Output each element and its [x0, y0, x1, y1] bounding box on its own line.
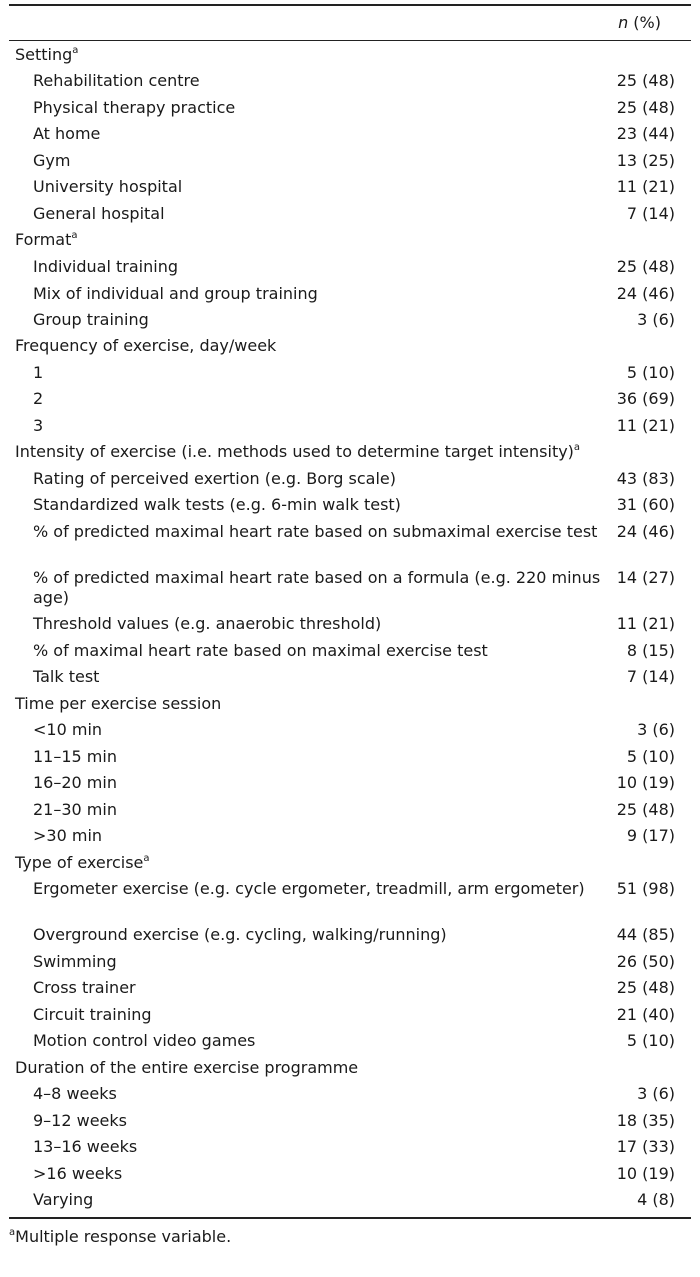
row-label [9, 879, 609, 899]
row-value: 25 (48) [616, 71, 675, 90]
row-label [9, 1031, 609, 1051]
label-text: 11–15 min [33, 747, 117, 766]
label-text: Varying [33, 1190, 94, 1209]
row-value: 14 (27) [616, 568, 675, 587]
row-value: 10 (19) [616, 1164, 675, 1183]
table-row [9, 204, 691, 230]
table-row [9, 257, 691, 284]
label-text: 16–20 min [33, 773, 117, 792]
table-row [9, 98, 691, 124]
label-text: 1 [33, 363, 44, 382]
row-label [9, 124, 609, 144]
row-value: 10 (19) [616, 773, 675, 792]
row-label [9, 416, 609, 436]
row-label [9, 720, 609, 740]
table-row [9, 310, 691, 336]
category-label [9, 694, 609, 714]
label-text: Motion control video games [33, 1031, 256, 1050]
category-row [9, 694, 691, 720]
table-row [9, 568, 691, 614]
row-value: 11 (21) [616, 177, 675, 196]
row-label [9, 257, 609, 277]
table-row [9, 1137, 691, 1164]
row-label [9, 978, 609, 998]
table-row [9, 1111, 691, 1137]
row-label [9, 614, 609, 634]
row-label [9, 925, 609, 945]
row-value: 18 (35) [616, 1111, 675, 1130]
table-row [9, 522, 691, 568]
label-text: % of predicted maximal heart rate based on submaximal exercise test [33, 522, 598, 541]
row-value: 26 (50) [616, 952, 675, 971]
row-label [9, 363, 609, 383]
row-value: 17 (33) [616, 1137, 675, 1156]
category-label [9, 230, 609, 250]
category-label [9, 442, 609, 462]
row-value: 25 (48) [616, 978, 675, 997]
row-label [9, 952, 609, 972]
label-text: Standardized walk tests (e.g. 6-min walk test) [33, 495, 401, 514]
label-text: 13–16 weeks [33, 1137, 138, 1156]
label-text: 21–30 min [33, 800, 117, 819]
row-label [9, 310, 609, 330]
label-text: Group training [33, 310, 149, 329]
row-value: 44 (85) [616, 925, 675, 944]
footnote-text: Multiple response variable. [15, 1227, 232, 1246]
row-label [9, 151, 609, 171]
table-footnote [9, 1227, 700, 1247]
label-text: Gym [33, 151, 71, 170]
row-value: 13 (25) [616, 151, 675, 170]
label-text: Threshold values (e.g. anaerobic threshold) [33, 614, 382, 633]
row-label [9, 495, 609, 515]
row-label [9, 469, 609, 489]
label-text: % of predicted maximal heart rate based on a formula (e.g. 220 minus age) [33, 568, 601, 607]
table-row [9, 667, 691, 694]
row-label [9, 773, 609, 793]
row-value: 24 (46) [616, 522, 675, 541]
row-label [9, 1164, 609, 1184]
label-text: Frequency of exercise, day/week [15, 336, 277, 355]
label-text: Cross trainer [33, 978, 136, 997]
table-row [9, 925, 691, 952]
label-text: Individual training [33, 257, 178, 276]
row-value: 3 (6) [637, 720, 675, 739]
row-label [9, 641, 609, 661]
row-value: 3 (6) [637, 310, 675, 329]
row-label [9, 800, 609, 820]
row-label [9, 204, 609, 224]
row-label [9, 1084, 609, 1104]
row-value: 23 (44) [616, 124, 675, 143]
row-label [9, 522, 609, 542]
column-header-n-percent [618, 13, 661, 32]
label-text: 3 [33, 416, 44, 435]
label-text: Rating of perceived exertion (e.g. Borg scale) [33, 469, 397, 488]
row-value: 36 (69) [616, 389, 675, 408]
row-value: 24 (46) [616, 284, 675, 303]
table-row [9, 124, 691, 151]
label-text: Format [15, 230, 72, 249]
row-value: 51 (98) [616, 879, 675, 898]
table-bottom-rule [9, 1217, 691, 1219]
label-text: >16 weeks [33, 1164, 123, 1183]
table-row [9, 1031, 691, 1058]
percent-suffix: (%) [628, 13, 661, 32]
table-row [9, 495, 691, 522]
table-body [9, 41, 691, 1217]
label-text: Overground exercise (e.g. cycling, walking/running) [33, 925, 447, 944]
row-label [9, 1137, 609, 1157]
label-text: >30 min [33, 826, 103, 845]
category-row [9, 1058, 691, 1084]
footnote-marker: a [143, 853, 150, 864]
label-text: Talk test [33, 667, 100, 686]
footnote-marker: a [72, 45, 79, 56]
row-value: 8 (15) [626, 641, 675, 660]
category-label [9, 1058, 609, 1078]
table-row [9, 151, 691, 177]
row-label [9, 71, 609, 91]
row-label [9, 667, 609, 687]
table-row [9, 773, 691, 800]
row-value: 5 (10) [626, 747, 675, 766]
table-header [9, 6, 691, 40]
row-value: 3 (6) [637, 1084, 675, 1103]
row-value: 5 (10) [626, 363, 675, 382]
table-row [9, 747, 691, 773]
category-row [9, 336, 691, 363]
table-row [9, 879, 691, 925]
label-text: Ergometer exercise (e.g. cycle ergometer, treadmill, arm ergometer) [33, 879, 585, 898]
row-label [9, 389, 609, 409]
label-text: Time per exercise session [15, 694, 222, 713]
n-symbol: n [618, 13, 629, 32]
category-row [9, 853, 691, 879]
label-text: University hospital [33, 177, 183, 196]
row-value: 7 (14) [626, 204, 675, 223]
row-value: 25 (48) [616, 800, 675, 819]
label-text: Duration of the entire exercise programme [15, 1058, 359, 1077]
table-row [9, 720, 691, 747]
row-value: 31 (60) [616, 495, 675, 514]
table-row [9, 363, 691, 389]
category-row [9, 45, 691, 71]
category-label [9, 45, 609, 65]
table-row [9, 800, 691, 826]
footnote-marker: a [573, 442, 581, 453]
label-text: 9–12 weeks [33, 1111, 127, 1130]
label-text: 4–8 weeks [33, 1084, 117, 1103]
category-row [9, 442, 691, 469]
table-row [9, 469, 691, 495]
row-value: 7 (14) [626, 667, 675, 686]
table-row [9, 978, 691, 1005]
row-label [9, 284, 609, 304]
table-row [9, 1190, 691, 1217]
row-value: 25 (48) [616, 257, 675, 276]
label-text: Physical therapy practice [33, 98, 236, 117]
row-label [9, 1111, 609, 1131]
row-label [9, 177, 609, 197]
table-row [9, 71, 691, 98]
table-row [9, 952, 691, 978]
row-label [9, 826, 609, 846]
label-text: Mix of individual and group training [33, 284, 318, 303]
row-value: 5 (10) [626, 1031, 675, 1050]
footnote-marker: a [71, 230, 78, 241]
label-text: Swimming [33, 952, 117, 971]
label-text: 2 [33, 389, 44, 408]
table-row [9, 1005, 691, 1031]
table-row [9, 284, 691, 310]
row-value: 4 (8) [637, 1190, 675, 1209]
label-text: Rehabilitation centre [33, 71, 200, 90]
label-text: % of maximal heart rate based on maximal exercise test [33, 641, 488, 660]
row-value: 11 (21) [616, 416, 675, 435]
row-value: 21 (40) [616, 1005, 675, 1024]
label-text: At home [33, 124, 101, 143]
table-row [9, 1084, 691, 1111]
category-row [9, 230, 691, 257]
table-row [9, 416, 691, 442]
table-row [9, 826, 691, 853]
row-label [9, 98, 609, 118]
table-row [9, 614, 691, 641]
label-text: Type of exercise [15, 853, 144, 872]
row-value: 9 (17) [626, 826, 675, 845]
row-label [9, 1190, 609, 1210]
label-text: Setting [15, 45, 73, 64]
row-label [9, 747, 609, 767]
table-row [9, 1164, 691, 1190]
row-value: 43 (83) [616, 469, 675, 488]
table-row [9, 389, 691, 416]
label-text: Intensity of exercise (i.e. methods used to determine target intensity) [15, 442, 574, 461]
label-text: <10 min [33, 720, 103, 739]
category-label [9, 853, 609, 873]
row-label [9, 1005, 609, 1025]
footnote-marker: a [9, 1227, 16, 1238]
table-row [9, 641, 691, 667]
row-value: 25 (48) [616, 98, 675, 117]
summary-table [9, 0, 691, 1219]
row-value: 11 (21) [616, 614, 675, 633]
label-text: General hospital [33, 204, 165, 223]
row-label [9, 568, 609, 608]
category-label [9, 336, 609, 356]
table-row [9, 177, 691, 204]
label-text: Circuit training [33, 1005, 152, 1024]
